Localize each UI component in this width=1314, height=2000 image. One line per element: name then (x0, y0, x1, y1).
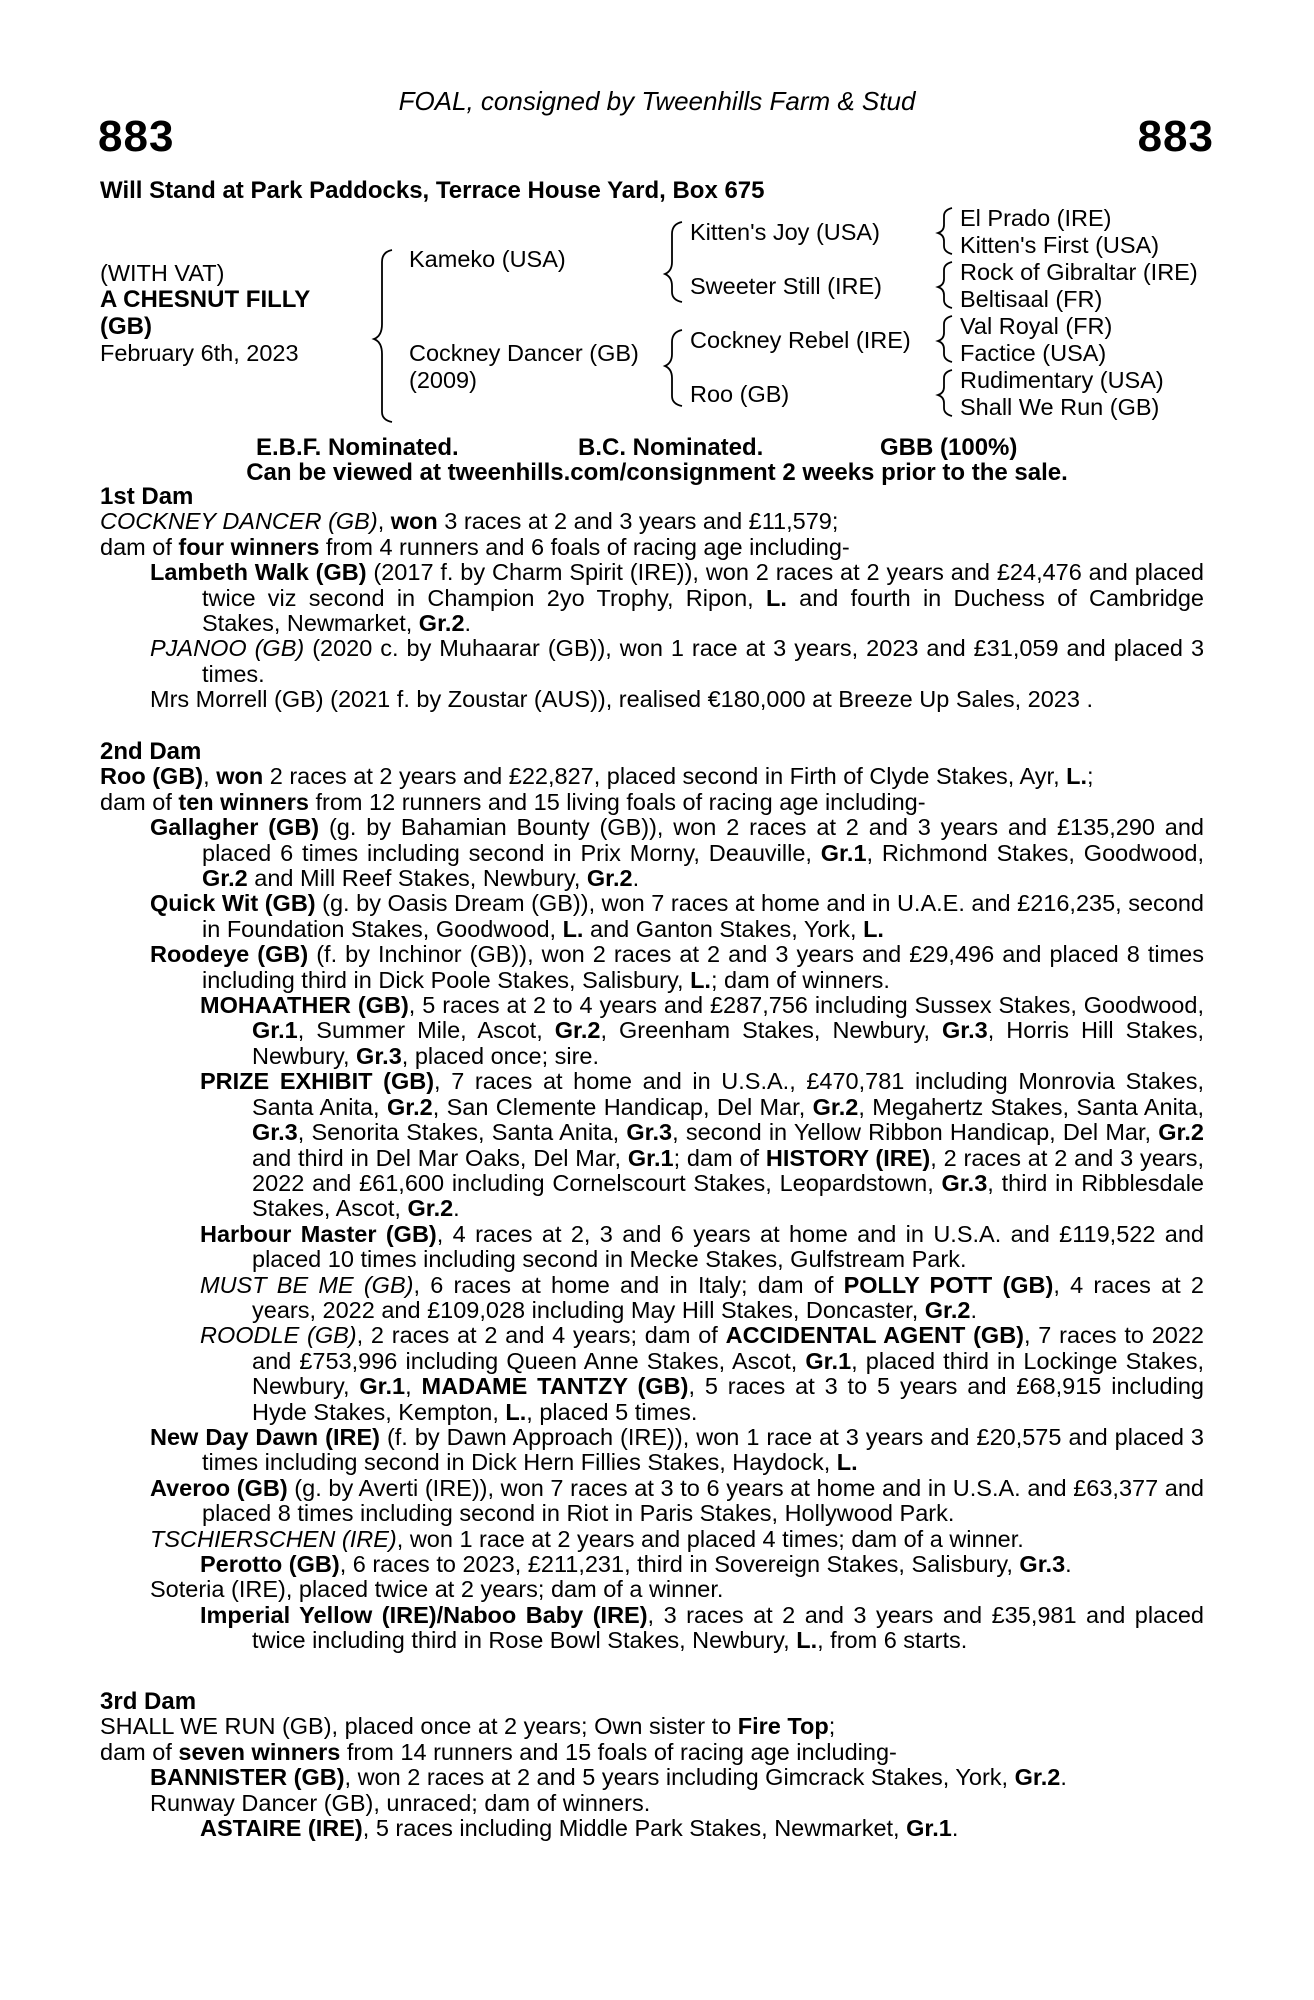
sds: Rock of Gibraltar (IRE) (960, 259, 1198, 285)
first-dam-section (100, 484, 1204, 713)
first-dam-name: COCKNEY DANCER (GB) (100, 508, 378, 535)
subject-dob: February 6th, 2023 (100, 340, 299, 366)
third-dam-section (100, 1689, 1204, 1841)
produce-mrs-morrell: Mrs Morrell (GB) (2021 f. by Zoustar (AUS)), realised €180,000 at Breeze Up Sales, 2023 . (150, 686, 1094, 713)
dam-year: (2009) (409, 367, 477, 393)
sire-dam: Sweeter Still (IRE) (690, 273, 882, 299)
third-dam-line1: SHALL WE RUN (GB), placed once at 2 years; Own sister to Fire Top; (100, 1713, 836, 1740)
produce-prize-exhibit: PRIZE EXHIBIT (GB), 7 races at home and in U.S.A., £470,781 including Monrovia Stakes, Santa Anita, Gr.2, San Clemente Handicap, Del Mar, Gr.2, Megahertz Stakes, Santa Anita, Gr.3, Senorita Stakes, Santa Anita, Gr.3, second in Yellow Ribbon Handicap, Del Mar, Gr.2 and third in Del Mar Oaks, Del Mar, Gr.1; dam of HISTORY (IRE), 2 races at 2 and 3 years, 2022 and £61,600 including Cornelscourt Stakes, Leopardstown, Gr.3, third in Ribblesdale Stakes, Ascot, Gr.2. (200, 1068, 1204, 1222)
produce-gallagher: Gallagher (GB) (g. by Bahamian Bounty (GB)), won 2 races at 2 and 3 years and £135,290 and placed 6 times including second in Prix Morny, Deauville, Gr.1, Richmond Stakes, Goodwood, Gr.2 and Mill Reef Stakes, Newbury, Gr.2. (150, 814, 1204, 892)
produce-mohaather: MOHAATHER (GB), 5 races at 2 to 4 years and £287,756 including Sussex Stakes, Goodwood, Gr.1, Summer Mile, Ascot, Gr.2, Greenham Stakes, Newbury, Gr.3, Horris Hill Stakes, Newbury, Gr.3, placed once; sire. (200, 992, 1204, 1069)
sire-sire: Kitten's Joy (USA) (690, 219, 880, 245)
produce-new-day-dawn: New Day Dawn (IRE) (f. by Dawn Approach (IRE)), won 1 race at 3 years and £20,575 and placed 3 times including second in Dick Hern Fillies Stakes, Haydock, L. (150, 1423, 1204, 1476)
ssd: Kitten's First (USA) (960, 232, 1160, 258)
bc-nomination: B.C. Nominated. (578, 434, 764, 461)
sire-bracket (665, 222, 682, 302)
first-dam-line1: COCKNEY DANCER (GB), won 3 races at 2 and 3 years and £11,579; (100, 508, 839, 535)
dam-sire: Cockney Rebel (IRE) (690, 327, 911, 353)
second-dam-section (100, 739, 1204, 1654)
ds-bracket (938, 316, 952, 362)
first-dam-line2: dam of four winners from 4 runners and 6 foals of racing age including- (100, 533, 850, 560)
second-dam-line2: dam of ten winners from 12 runners and 15 living foals of racing age including- (100, 788, 926, 815)
dsd: Factice (USA) (960, 340, 1107, 366)
produce-pjanoo: PJANOO (GB) (2020 c. by Muhaarar (GB)), won 1 race at 3 years, 2023 and £31,059 and placed 3 times. (150, 635, 1205, 687)
produce-imperial-yellow: Imperial Yellow (IRE)/Naboo Baby (IRE), 3 races at 2 and 3 years and £35,981 and placed twice including third in Rose Bowl Stakes, Newbury, L., from 6 starts. (200, 1601, 1204, 1654)
second-dam-line1: Roo (GB), won 2 races at 2 years and £22,827, placed second in Firth of Clyde Stakes, Ayr, L.; (100, 763, 1094, 790)
produce-perotto: Perotto (GB), 6 races to 2023, £211,231, third in Sovereign Stakes, Salisbury, Gr.3. (200, 1551, 1072, 1577)
ss-bracket (938, 208, 952, 254)
lot-number-left: 883 (98, 112, 175, 161)
sd-bracket (938, 262, 952, 308)
produce-tschierschen: TSCHIERSCHEN (IRE), won 1 race at 2 years and placed 4 times; dam of a winner. (150, 1525, 1024, 1552)
produce-harbour-master: Harbour Master (GB), 4 races at 2, 3 and 6 years at home and in U.S.A. and £119,522 and placed 10 times including second in Mecke Stakes, Gulfstream Park. (200, 1220, 1204, 1273)
subject-name-line1: A CHESNUT FILLY (100, 286, 311, 313)
consignor-line: FOAL, consigned by Tweenhills Farm & Stud (398, 86, 916, 116)
ebf-nomination: E.B.F. Nominated. (256, 434, 459, 461)
vat-note: (WITH VAT) (100, 260, 225, 286)
dam-dam: Roo (GB) (690, 381, 790, 407)
dss: Val Royal (FR) (960, 313, 1113, 339)
gbb-note: GBB (100%) (880, 434, 1018, 461)
viewing-note: Can be viewed at tweenhills.com/consignment 2 weeks prior to the sale. (246, 459, 1068, 486)
pedigree-brackets (0, 0, 1314, 430)
second-dam-heading: 2nd Dam (100, 738, 202, 765)
subject-name-line2: (GB) (100, 313, 152, 340)
produce-must-be-me: MUST BE ME (GB), 6 races at home and in Italy; dam of POLLY POTT (GB), 4 races at 2 years, 2022 and £109,028 including May Hill Stakes, Doncaster, Gr.2. (200, 1271, 1204, 1323)
produce-soteria: Soteria (IRE), placed twice at 2 years; dam of a winner. (150, 1576, 724, 1603)
dam: Cockney Dancer (GB) (409, 340, 639, 366)
produce-roodeye: Roodeye (GB) (f. by Inchinor (GB)), won 2 races at 2 and 3 years and £29,496 and placed 8 times including third in Dick Poole Stakes, Salisbury, L.; dam of winners. (150, 941, 1204, 993)
third-dam-heading: 3rd Dam (100, 1688, 197, 1715)
dd-bracket (938, 370, 952, 416)
produce-bannister: BANNISTER (GB), won 2 races at 2 and 5 years including Gimcrack Stakes, York, Gr.2. (150, 1764, 1067, 1791)
third-dam-line2: dam of seven winners from 14 runners and 15 foals of racing age including- (100, 1738, 897, 1765)
first-dam-heading: 1st Dam (100, 483, 194, 510)
produce-lambeth-walk: Lambeth Walk (GB) (2017 f. by Charm Spirit (IRE)), won 2 races at 2 years and £24,476 and placed twice viz second in Champion 2yo Trophy, Ripon, L. and fourth in Duchess of Cambridge Stakes, Newmarket, Gr.2. (150, 559, 1204, 637)
sss: El Prado (IRE) (960, 205, 1112, 231)
produce-averoo: Averoo (GB) (g. by Averti (IRE)), won 7 races at 3 to 6 years at home and in U.S.A. and £63,377 and placed 8 times including second in Riot in Paris Stakes, Hollywood Park. (150, 1474, 1205, 1527)
produce-quick-wit: Quick Wit (GB) (g. by Oasis Dream (GB)), won 7 races at home and in U.A.E. and £216,235, second in Foundation Stakes, Goodwood, L. and Ganton Stakes, York, L. (150, 890, 1205, 942)
stable-location: Will Stand at Park Paddocks, Terrace House Yard, Box 675 (100, 177, 765, 204)
produce-astaire: ASTAIRE (IRE), 5 races including Middle Park Stakes, Newmarket, Gr.1. (200, 1815, 959, 1842)
sire: Kameko (USA) (409, 246, 566, 272)
sdd: Beltisaal (FR) (960, 286, 1103, 312)
lot-number-right: 883 (1137, 112, 1214, 161)
dds: Rudimentary (USA) (960, 367, 1164, 393)
subject-bracket (374, 250, 392, 422)
produce-runway-dancer: Runway Dancer (GB), unraced; dam of winners. (150, 1789, 651, 1816)
ddd: Shall We Run (GB) (960, 394, 1160, 420)
dam-bracket (665, 330, 682, 406)
produce-roodle: ROODLE (GB), 2 races at 2 and 4 years; dam of ACCIDENTAL AGENT (GB), 7 races to 2022 and £753,996 including Queen Anne Stakes, Ascot, Gr.1, placed third in Lockinge Stakes, Newbury, Gr.1, MADAME TANTZY (GB), 5 races at 3 to 5 years and £68,915 including Hyde Stakes, Kempton, L., placed 5 times. (200, 1322, 1205, 1425)
